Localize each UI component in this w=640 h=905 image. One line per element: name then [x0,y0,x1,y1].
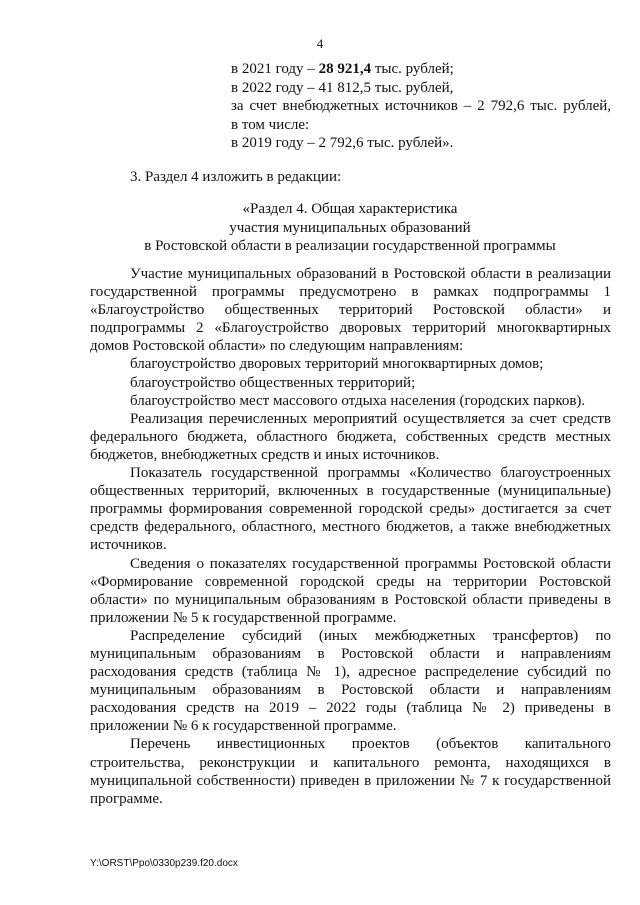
paragraph: Реализация перечисленных мероприятий осуществляется за счет средств федерального бюджета, областного бюджета, собственных средств местных бюджетов, внебюджетных средств и иных источников. [90,410,611,463]
paragraph: Распределение субсидий (иных межбюджетных трансфертов) по муниципальным образованиям в Ростовской области и направлениям расходования средств (таблица № 1), адресное распределение субсидий по муниципальным образованиям в Ростовской области и направлениям расходования средств на 2019 – 2022 годы (таблица № 2) приведены в приложении № 6 к государственной программе. [90,627,611,735]
section-heading [90,200,610,256]
page-number: 4 [316,36,324,51]
list-item: благоустройство общественных территорий; [130,374,416,391]
funding-line: за счет внебюджетных источников – 2 792,6 тыс. рублей, [231,98,611,115]
funding-line: в том числе: [231,116,310,133]
paragraph: Перечень инвестиционных проектов (объектов капитального строительства, реконструкции и капитального ремонта, находящихся в муниципальной собственности) приведен в приложении № 7 к государственной программе. [90,736,611,807]
funding-line: в 2019 году – 2 792,6 тыс. рублей». [231,135,454,152]
list-item: благоустройство дворовых территорий многоквартирных домов; [130,356,544,373]
list-item: благоустройство мест массового отдыха населения (городских парков). [130,392,586,409]
funding-line: в 2022 году – 41 812,5 тыс. рублей, [231,79,454,96]
heading-line: в Ростовской области в реализации государственной программы [144,238,556,254]
amendment-item: 3. Раздел 4 изложить в редакции: [130,169,342,185]
funding-line: в 2021 году – 28 921,4 тыс. рублей; [231,61,454,77]
paragraph: Показатель государственной программы «Количество благоустроенных общественных территорий, включенных в государственные (муниципальные) программы формирования современной городской среды» достигается за счет средств федерального, областного, местного бюджетов, а также внебюджетных источников. [90,465,611,554]
heading-line: участия муниципальных образований [229,219,471,236]
paragraph: Сведения о показателях государственной программы Ростовской области «Формирование современной городской среды на территории Ростовской области» по муниципальным образованиям в Ростовской области приведены в приложении № 5 к государственной программе. [90,555,611,626]
paragraph: Участие муниципальных образований в Ростовской области в реализации государственной программы предусмотрено в рамках подпрограммы 1 «Благоустройство общественных территорий Ростовской области» и подпрограммы 2 «Благоустройство дворовых территорий многоквартирных домов Ростовской области» по следующим направлениям: [90,266,611,355]
heading-line: «Раздел 4. Общая характеристика [242,201,458,217]
file-path-footer: Y:\ORST\Ppo\0330p239.f20.docx [90,858,238,869]
funding-list [231,60,611,153]
section-body [90,265,611,808]
